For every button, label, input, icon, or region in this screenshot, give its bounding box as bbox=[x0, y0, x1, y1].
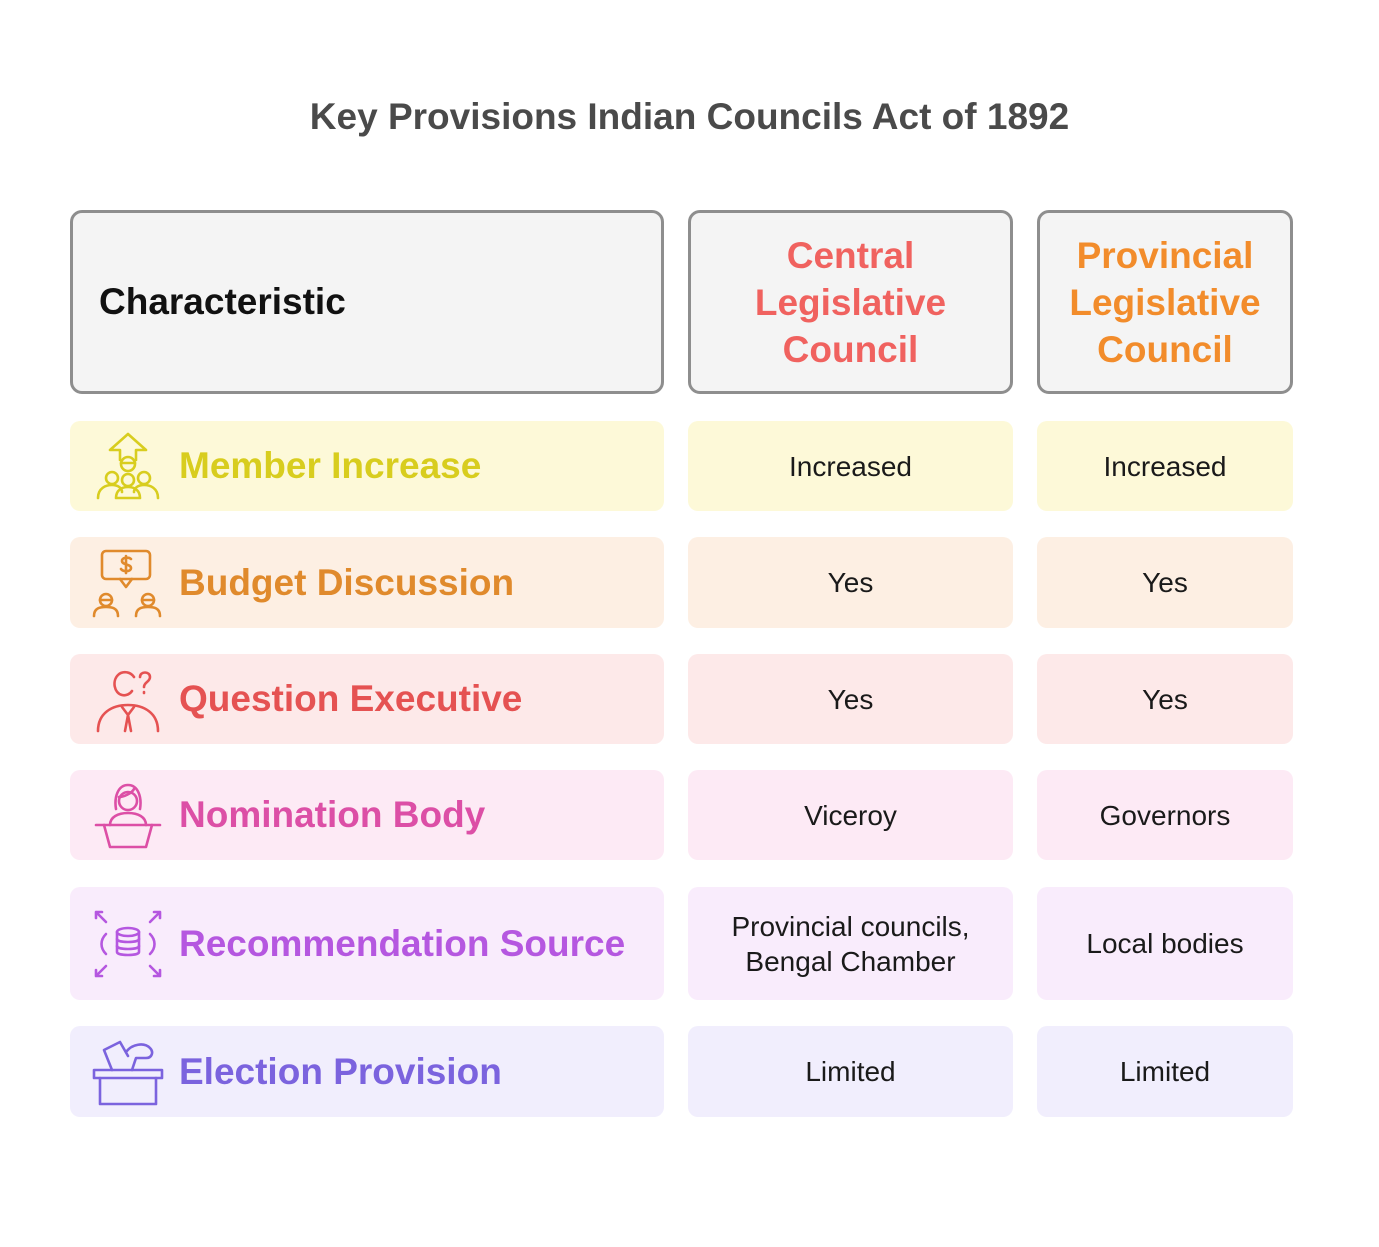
row-central-budget-discussion bbox=[688, 537, 1013, 628]
row-provincial-election-provision bbox=[1037, 1026, 1293, 1117]
cell-value: Increased bbox=[789, 450, 912, 482]
question-executive-icon bbox=[92, 663, 164, 735]
row-characteristic-budget-discussion bbox=[70, 537, 664, 628]
cell-value: Governors bbox=[1099, 799, 1231, 831]
row-characteristic-election-provision bbox=[70, 1026, 664, 1117]
row-characteristic-nomination-body bbox=[70, 770, 664, 860]
cell-value: Increased bbox=[1103, 450, 1227, 482]
row-provincial-recommendation-source bbox=[1037, 887, 1293, 1000]
election-provision-icon bbox=[92, 1036, 164, 1108]
row-central-question-executive bbox=[688, 654, 1013, 744]
cell-value: Yes bbox=[1142, 683, 1188, 715]
header-characteristic: Characteristic bbox=[70, 210, 664, 394]
cell-value: Limited bbox=[805, 1056, 896, 1087]
page-title: Key Provisions Indian Councils Act of 1892 bbox=[309, 96, 1070, 137]
row-characteristic-member-increase bbox=[70, 421, 664, 511]
header-provincial-legislative-council: Provincial Legislative Council bbox=[1037, 210, 1293, 394]
cell-value: Limited bbox=[1119, 1056, 1211, 1087]
header-central-legislative-council: Central Legislative Council bbox=[688, 210, 1013, 394]
row-label: Member Increase bbox=[179, 445, 482, 486]
row-label: Question Executive bbox=[179, 678, 523, 719]
cell-value: Local bodies bbox=[1086, 928, 1244, 959]
row-central-election-provision bbox=[688, 1026, 1013, 1117]
row-characteristic-recommendation-source bbox=[70, 887, 664, 1000]
row-central-recommendation-source bbox=[688, 887, 1013, 1000]
row-provincial-nomination-body bbox=[1037, 770, 1293, 860]
row-provincial-budget-discussion bbox=[1037, 537, 1293, 628]
cell-value: Viceroy bbox=[804, 799, 897, 831]
row-provincial-question-executive bbox=[1037, 654, 1293, 744]
row-provincial-member-increase bbox=[1037, 421, 1293, 511]
nomination-body-icon bbox=[92, 779, 164, 851]
row-label: Recommendation Source bbox=[179, 922, 626, 964]
budget-discussion-icon bbox=[92, 547, 164, 619]
row-central-nomination-body bbox=[688, 770, 1013, 860]
cell-value: Yes bbox=[827, 683, 874, 715]
row-central-member-increase bbox=[688, 421, 1013, 511]
row-characteristic-question-executive bbox=[70, 654, 664, 744]
member-increase-icon bbox=[92, 430, 164, 502]
cell-value: Yes bbox=[1142, 567, 1188, 598]
recommendation-source-icon bbox=[92, 908, 164, 980]
row-label: Budget Discussion bbox=[179, 561, 515, 603]
cell-value: Yes bbox=[827, 567, 874, 598]
cell-value: Provincial councils, Bengal Chamber bbox=[731, 910, 970, 977]
row-label: Nomination Body bbox=[179, 794, 486, 835]
row-label: Election Provision bbox=[179, 1050, 502, 1092]
